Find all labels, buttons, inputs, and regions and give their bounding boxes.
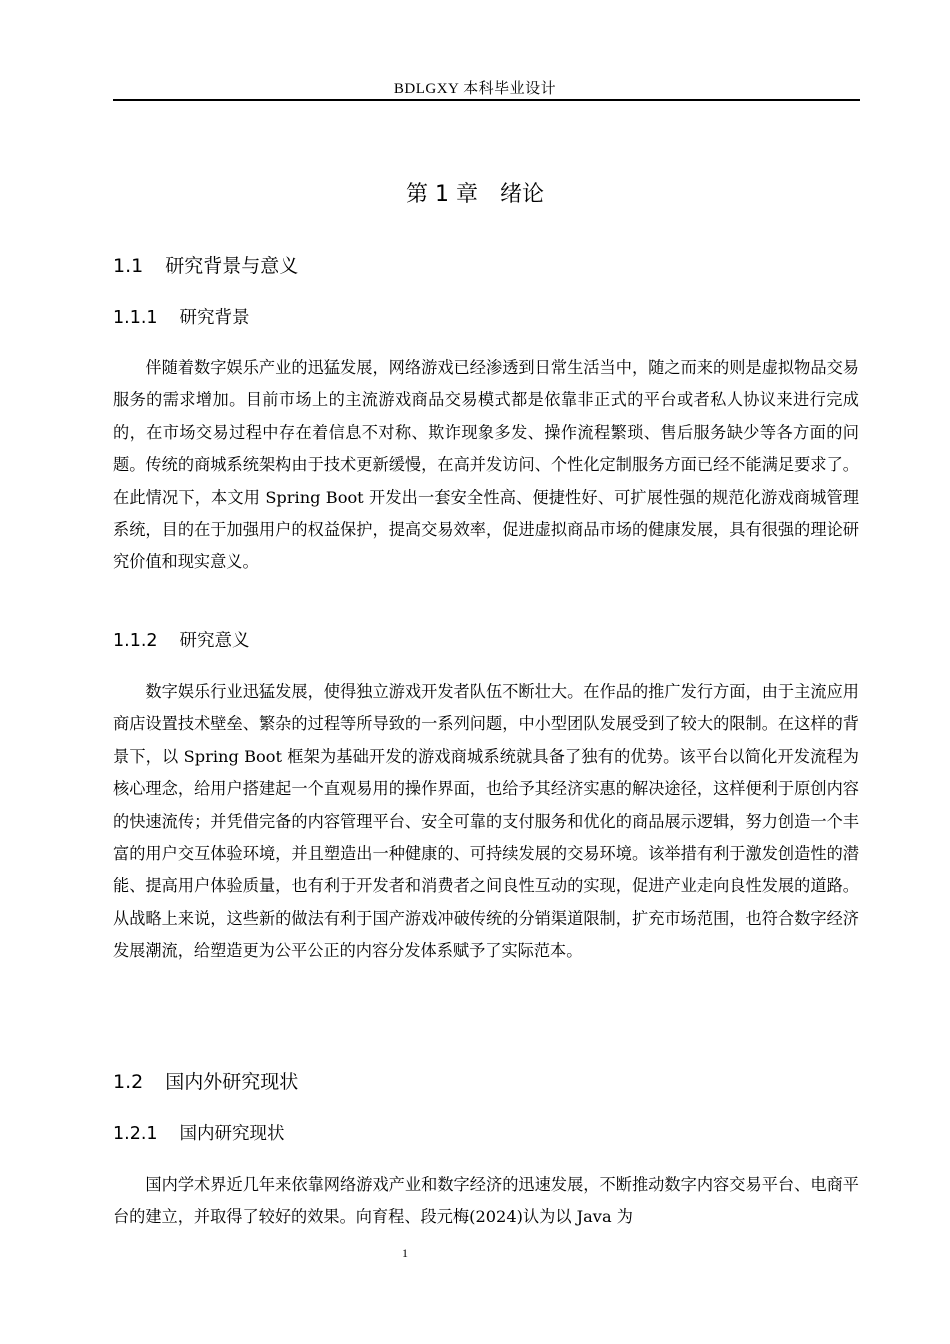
section-number: 1.1 bbox=[113, 255, 144, 277]
paragraph-research-significance: 数字娱乐行业迅猛发展，使得独立游戏开发者队伍不断壮大。在作品的推广发行方面，由于主流应用商店设置技术壁垒、繁杂的过程等所导致的一系列问题，中小型团队发展受到了较大的限制。在这样的背景下，以 Spring Boot 框架为基础开发的游戏商城系统就具备了独有的优势。该平台以简化开发流程为核心理念，给用户搭建起一个直观易用的操作界面，也给予其经济实惠的解决途径，这样便利于原创内容的快速流传；并凭借完备的内容管理平台、安全可靠的支付服务和优化的商品展示逻辑，努力创造一个丰富的用户交互体验环境，并且塑造出一种健康的、可持续发展的交易环境。该举措有利于激发创造性的潜能、提高用户体验质量，也有利于开发者和消费者之间良性互动的实现，促进产业走向良性发展的道路。从战略上来说，这些新的做法有利于国产游戏冲破传统的分销渠道限制，扩充市场范围，也符合数字经济发展潮流，给塑造更为公平公正的内容分发体系赋予了实际范本。 bbox=[113, 682, 859, 961]
section-heading-1-1-1 bbox=[113, 305, 250, 331]
section-title: 国内外研究现状 bbox=[165, 1071, 299, 1093]
section-heading-1-1-2 bbox=[113, 628, 250, 654]
section-title: 研究意义 bbox=[179, 631, 250, 651]
paragraph-domestic-research: 国内学术界近几年来依靠网络游戏产业和数字经济的迅速发展，不断推动数字内容交易平台、电商平台的建立，并取得了较好的效果。向育程、段元梅(2024)认为以 Java 为 bbox=[113, 1175, 859, 1227]
section-title: 研究背景与意义 bbox=[165, 255, 299, 277]
section-heading-1-2-1 bbox=[113, 1121, 285, 1147]
section-title: 研究背景 bbox=[179, 308, 250, 328]
header-title: BDLGXY 本科毕业设计 bbox=[393, 81, 557, 97]
section-number: 1.1.2 bbox=[113, 631, 158, 651]
paragraph-research-background: 伴随着数字娱乐产业的迅猛发展，网络游戏已经渗透到日常生活当中，随之而来的则是虚拟物品交易服务的需求增加。目前市场上的主流游戏商品交易模式都是依靠非正式的平台或者私人协议来进行完成的，在市场交易过程中存在着信息不对称、欺诈现象多发、操作流程繁琐、售后服务缺少等各方面的问题。传统的商城系统架构由于技术更新缓慢，在高并发访问、个性化定制服务方面已经不能满足要求了。在此情况下，本文用 Spring Boot 开发出一套安全性高、便捷性好、可扩展性强的规范化游戏商城管理系统，目的在于加强用户的权益保护，提高交易效率，促进虚拟商品市场的健康发展，具有很强的理论研究价值和现实意义。 bbox=[113, 358, 859, 572]
section-heading-1-1 bbox=[113, 252, 298, 280]
header-divider bbox=[113, 99, 860, 101]
section-number: 1.1.1 bbox=[113, 308, 158, 328]
chapter-title: 第 1 章 绪论 bbox=[406, 182, 544, 207]
section-number: 1.2.1 bbox=[113, 1124, 158, 1144]
page-number: 1 bbox=[402, 1246, 408, 1260]
section-heading-1-2 bbox=[113, 1068, 298, 1096]
section-number: 1.2 bbox=[113, 1071, 144, 1093]
section-title: 国内研究现状 bbox=[179, 1124, 285, 1144]
